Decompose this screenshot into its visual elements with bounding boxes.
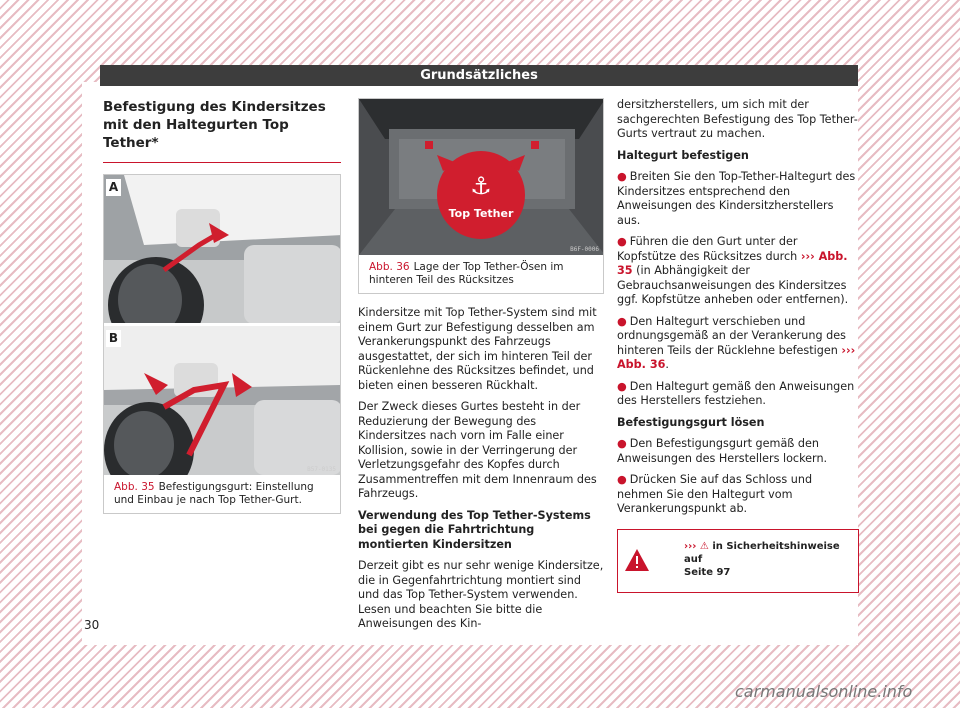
paragraph: Der Zweck dieses Gurtes besteht in der Reduzierung der Bewegung des Kindersitzes nach vorn im Falle einer Kollision, sowie in der Verringerung der Verletzungsgefahr des Kopfes durch Zusammentreffen mit dem Innenraum des Fahrzeugs. xyxy=(358,400,597,500)
top-tether-badge-text: Top Tether xyxy=(448,207,514,220)
panel-a-label: A xyxy=(106,179,121,196)
figure-36-caption-text: Lage der Top Tether-Ösen im hinteren Teil des Rücksitzes xyxy=(369,261,564,286)
child-seat-anchor-icon: ⚓ xyxy=(470,172,492,200)
paragraph: Derzeit gibt es nur sehr wenige Kindersitze, die in Gegenfahrtrichtung montiert sind und das Top Tether-System verwenden. Lesen und beachten Sie bitte die Anweisungen des Kin- xyxy=(358,559,604,630)
subheading: Befestigungsgurt lösen xyxy=(617,415,765,429)
cross-reference-link[interactable]: ››› Abb. 36 xyxy=(617,343,856,371)
bullet-item: ● Den Befestigungsgurt gemäß den Anweisungen des Herstellers lockern. xyxy=(617,437,828,465)
bullet-icon: ● xyxy=(617,170,627,183)
subheading: Haltegurt befestigen xyxy=(617,148,749,162)
cross-reference-link[interactable]: ››› Abb. 35 xyxy=(617,249,848,277)
bullet-item: ● Führen die den Gurt unter der Kopfstütze des Rücksitzes durch ››› Abb. 35 (in Abhängigkeit der Gebrauchsanweisungen des Kindersitzes ggf. Kopfstütze anheben oder entfernen). xyxy=(617,235,849,306)
figure-36-caption xyxy=(359,255,603,293)
bullet-icon: ● xyxy=(617,314,627,328)
watermark: carmanualsonline.info xyxy=(735,682,913,701)
figure-35-image xyxy=(104,175,340,475)
figure-35-number: Abb. 35 xyxy=(114,481,155,493)
safety-warning-box xyxy=(617,529,859,593)
bullet-item: ● Drücken Sie auf das Schloss und nehmen Sie den Haltegurt vom Verankerungspunkt ab. xyxy=(617,473,813,515)
section-title: Befestigung des Kindersitzes mit den Haltegurten Top Tether* xyxy=(103,98,341,163)
column-1 xyxy=(103,98,341,514)
panel-b-label: B xyxy=(106,330,121,347)
figure-35-caption-text: Befestigungsgurt: Einstellung und Einbau je nach Top Tether-Gurt. xyxy=(114,481,314,506)
bullet-item: ● Den Haltegurt verschieben und ordnungsgemäß an der Verankerung des hinteren Teils der Rücklehne befestigen ››› Abb. 36. xyxy=(617,314,856,371)
warning-triangle-icon xyxy=(624,548,650,572)
figure-code: B6F-0006 xyxy=(570,246,599,253)
bullet-item: ● Breiten Sie den Top-Tether-Haltegurt des Kindersitzes entsprechend den Anweisungen des Kindersitzherstellers aus. xyxy=(617,170,856,227)
warning-small-icon: ⚠ xyxy=(699,540,709,552)
bullet-icon: ● xyxy=(617,235,627,248)
figure-36-image xyxy=(359,99,603,255)
bullet-icon: ● xyxy=(617,437,627,450)
figure-36-number: Abb. 36 xyxy=(369,261,410,273)
chapter-header: Grundsätzliches xyxy=(100,65,858,86)
bullet-icon: ● xyxy=(617,379,627,393)
column-2 xyxy=(358,98,604,639)
paragraph: dersitzherstellers, um sich mit der sachgerechten Befestigung des Top Tether-Gurts vertraut zu machen. xyxy=(617,98,858,140)
reference-arrows: ››› xyxy=(684,540,697,552)
page-number: 30 xyxy=(84,618,100,632)
figure-35 xyxy=(103,174,341,514)
column-3 xyxy=(617,98,859,593)
subheading: Verwendung des Top Tether-Systems bei gegen die Fahrtrichtung montierten Kindersitzen xyxy=(358,508,591,551)
bullet-icon: ● xyxy=(617,473,627,486)
car-seat-illustration xyxy=(104,175,340,475)
bullet-item: ● Den Haltegurt gemäß den Anweisungen des Herstellers festziehen. xyxy=(617,379,855,407)
paragraph: Kindersitze mit Top Tether-System sind mit einem Gurt zur Befestigung desselben am Verankerungspunkt des Fahrzeugs ausgestattet, der sich im hinteren Teil der Rückenlehne des Rücksitzes befindet, und bieten einen besseren Rückhalt. xyxy=(358,306,597,392)
figure-code: B57-0135 xyxy=(307,466,336,473)
warning-reference[interactable]: ››› ⚠ in Sicherheitshinweise auf Seite 97 xyxy=(684,540,840,578)
figure-36 xyxy=(358,98,604,294)
figure-35-caption xyxy=(104,475,340,513)
